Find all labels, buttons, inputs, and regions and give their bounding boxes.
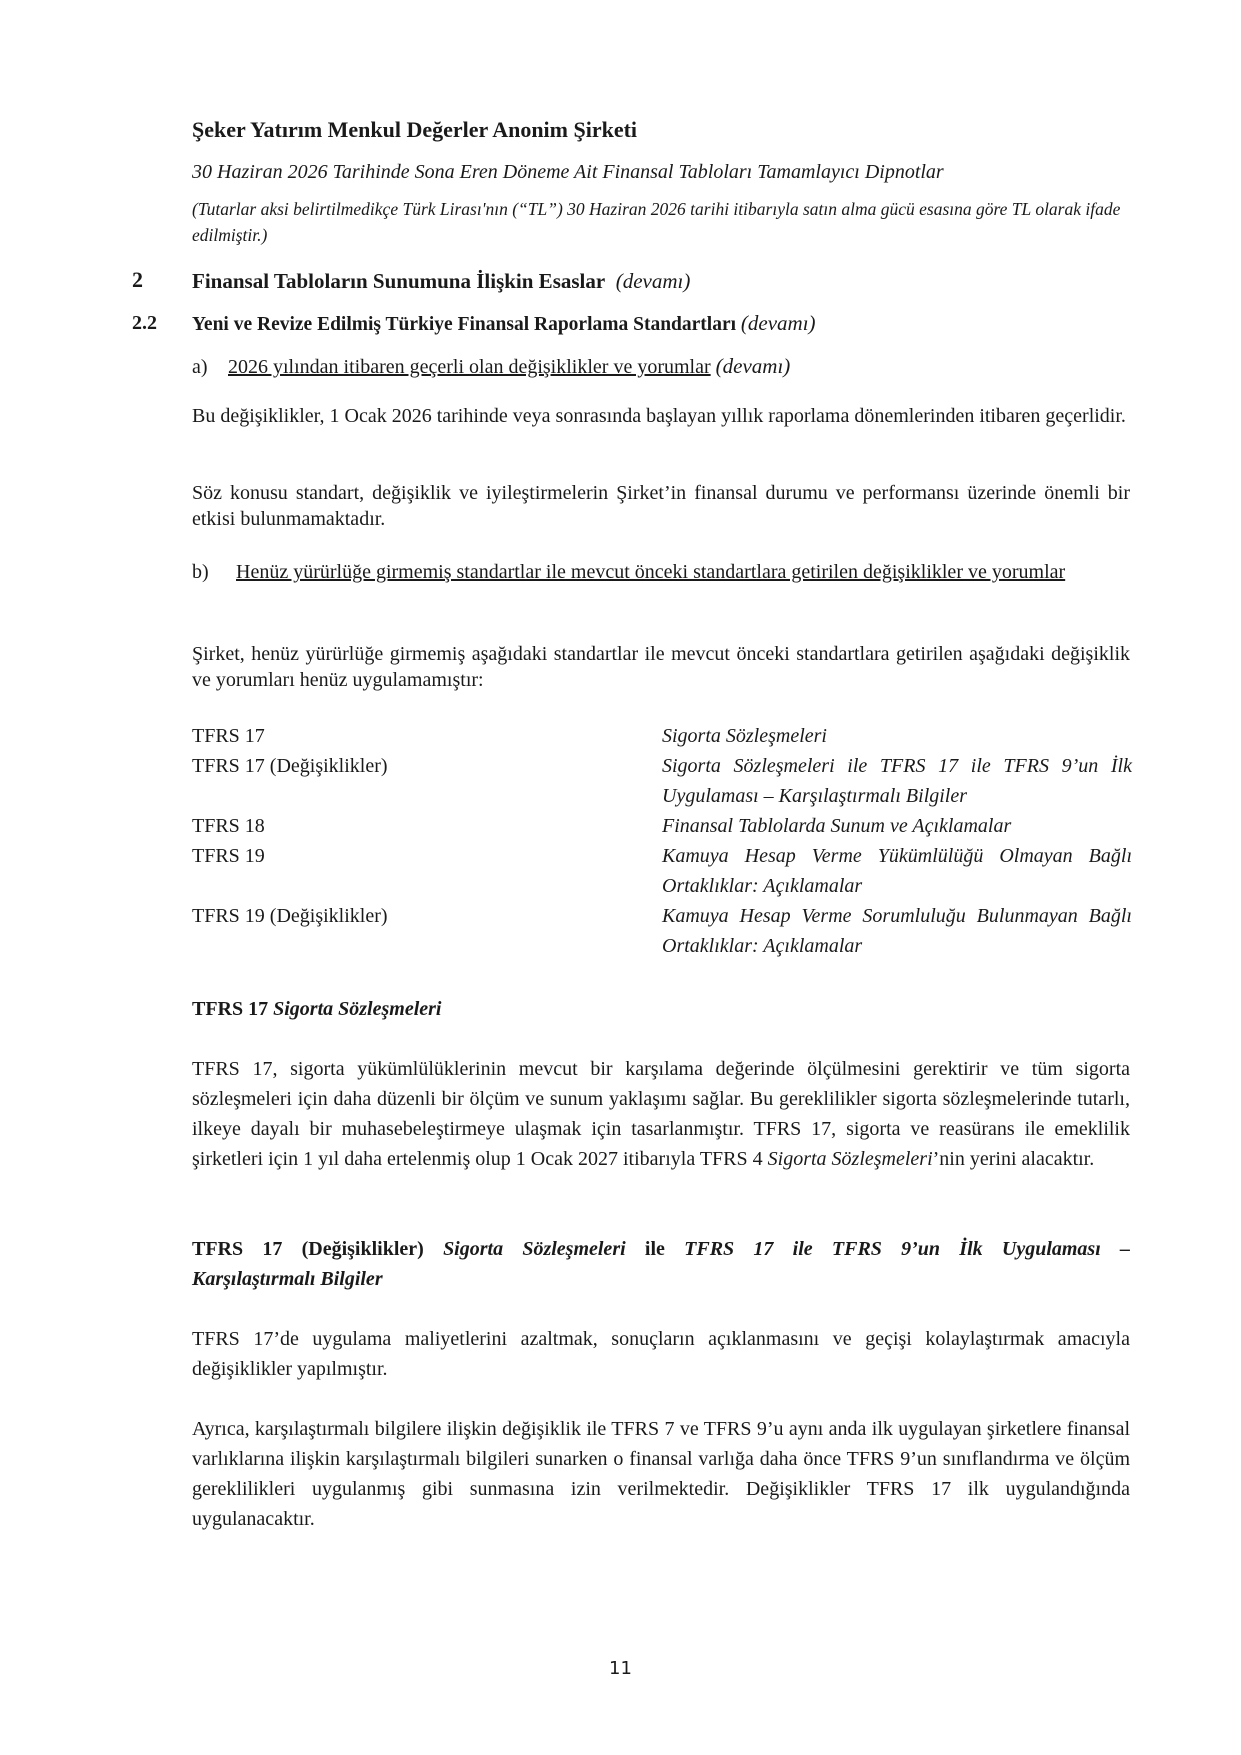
currency-note: (Tutarlar aksi belirtilmedikçe Türk Lirası'nın (“TL”) 30 Haziran 2026 tarihi itibarıyla satın alma gücü esasına göre TL olarak ifade edilmiştir.) xyxy=(192,199,1121,245)
standard-description: Kamuya Hesap Verme Yükümlülüğü Olmayan Bağlı Ortaklıklar: Açıklamalar xyxy=(662,845,1132,897)
amend-heading-line1 xyxy=(192,1234,1130,1264)
standard-code: TFRS 19 (Değişiklikler) xyxy=(192,905,388,927)
table-row xyxy=(192,751,1132,811)
standard-description: Sigorta Sözleşmeleri xyxy=(662,725,827,747)
paragraph-not-applied: Şirket, henüz yürürlüğe girmemiş aşağıdaki standartlar ile mevcut önceki standartlara getirilen aşağıdaki değişiklik ve yorumları henüz uygulamamıştır: xyxy=(192,643,1130,691)
amend-heading-rest1: TFRS 17 ile TFRS 9’un İlk Uygulaması – xyxy=(684,1238,1131,1260)
section-title-text: Finansal Tabloların Sunumuna İlişkin Esaslar xyxy=(192,269,606,293)
item-a-heading xyxy=(192,352,790,381)
subsection-title xyxy=(192,308,816,340)
standard-code: TFRS 18 xyxy=(192,815,265,837)
subsection-title-text: Yeni ve Revize Edilmiş Türkiye Finansal Raporlama Standartları xyxy=(192,314,737,335)
item-a-label: a) xyxy=(192,356,208,378)
report-subtitle: 30 Haziran 2026 Tarihinde Sona Eren Döneme Ait Finansal Tabloları Tamamlayıcı Dipnotlar xyxy=(192,161,944,183)
subsection-continued: (devamı) xyxy=(740,311,816,335)
item-b-heading xyxy=(192,559,1130,585)
item-b-title: Henüz yürürlüğe girmemiş standartlar ile mevcut önceki standartlara getirilen değişiklikler ve yorumlar xyxy=(236,561,1066,583)
tfrs17-paragraph-tail: ’nin yerini alacaktır. xyxy=(932,1148,1095,1170)
page-number: 11 xyxy=(609,1658,632,1679)
amend-heading-rest2: Karşılaştırmalı Bilgiler xyxy=(192,1268,383,1290)
tfrs17-amendments-heading xyxy=(192,1234,1130,1294)
item-a-continued: (devamı) xyxy=(715,354,791,378)
standard-code: TFRS 17 xyxy=(192,725,265,747)
amend-paragraph-2: Ayrıca, karşılaştırmalı bilgilere ilişkin değişiklik ile TFRS 7 ve TFRS 9’u aynı anda ilk uygulayan şirketlere finansal varlıklarına ilişkin karşılaştırmalı bilgileri sunarken o finansal varlığa daha önce TFRS 9’un sınıflandırma ve ölçüm gereklilikleri uygulanmış gibi sunmasına izin verilmektedir. Değişiklikler TFRS 17 ilk uygulandığında uygulanacaktır. xyxy=(192,1418,1130,1530)
tfrs17-paragraph-ref: Sigorta Sözleşmeleri xyxy=(767,1148,933,1170)
tfrs17-heading-code: TFRS 17 xyxy=(192,998,269,1020)
paragraph-effect: Söz konusu standart, değişiklik ve iyileştirmelerin Şirket’in finansal durumu ve performansı üzerinde önemli bir etkisi bulunmamaktadır. xyxy=(192,482,1130,530)
amend-heading-line2 xyxy=(192,1264,1130,1294)
table-row xyxy=(192,841,1132,901)
paragraph-effective-date: Bu değişiklikler, 1 Ocak 2026 tarihinde veya sonrasında başlayan yıllık raporlama dönemlerinden itibaren geçerlidir. xyxy=(192,405,1126,427)
standard-description: Kamuya Hesap Verme Sorumluluğu Bulunmayan Bağlı Ortaklıklar: Açıklamalar xyxy=(662,905,1132,957)
section-continued: (devamı) xyxy=(615,269,691,293)
amend-heading-name: Sigorta Sözleşmeleri xyxy=(443,1238,626,1260)
section-title xyxy=(192,266,690,296)
amend-heading-code: TFRS 17 (Değişiklikler) xyxy=(192,1238,424,1260)
company-name: Şeker Yatırım Menkul Değerler Anonim Şirketi xyxy=(192,117,638,142)
item-b-label: b) xyxy=(192,561,209,583)
tfrs17-heading xyxy=(192,994,1130,1024)
amend-paragraph-1: TFRS 17’de uygulama maliyetlerini azaltmak, sonuçların açıklanmasını ve geçişi kolaylaştırmak amacıyla değişiklikler yapılmıştır. xyxy=(192,1328,1130,1380)
tfrs17-paragraph xyxy=(192,1054,1130,1174)
table-row xyxy=(192,721,1132,751)
standard-code: TFRS 17 (Değişiklikler) xyxy=(192,755,388,777)
table-row xyxy=(192,811,1132,841)
standard-code: TFRS 19 xyxy=(192,845,265,867)
tfrs17-heading-name: Sigorta Sözleşmeleri xyxy=(273,998,442,1020)
standards-table xyxy=(192,721,1132,961)
table-row xyxy=(192,901,1132,961)
item-a-title: 2026 yılından itibaren geçerli olan değişiklikler ve yorumlar xyxy=(228,356,711,378)
tfrs17-paragraph-main: TFRS 17, sigorta yükümlülüklerinin mevcut bir karşılama değerinde ölçülmesini gerektirir ve tüm sigorta sözleşmeleri için daha düzenli bir ölçüm ve sunum yaklaşımı sağlar. Bu gereklilikler sigorta sözleşmelerinde tutarlı, ilkeye dayalı bir muhasebeleştirmeye ulaşmak için tasarlanmıştır. TFRS 17, sigorta ve reasürans ile emeklilik şirketleri için 1 yıl daha ertelenmiş olup 1 Ocak 2027 itibarıyla TFRS 4 xyxy=(192,1058,1130,1170)
subsection-number: 2.2 xyxy=(132,312,157,334)
standard-description: Sigorta Sözleşmeleri ile TFRS 17 ile TFRS 9’un İlk Uygulaması – Karşılaştırmalı Bilgiler xyxy=(662,755,1132,807)
section-number: 2 xyxy=(132,267,143,292)
standard-description: Finansal Tablolarda Sunum ve Açıklamalar xyxy=(662,815,1012,837)
amend-heading-join: ile xyxy=(644,1238,665,1260)
